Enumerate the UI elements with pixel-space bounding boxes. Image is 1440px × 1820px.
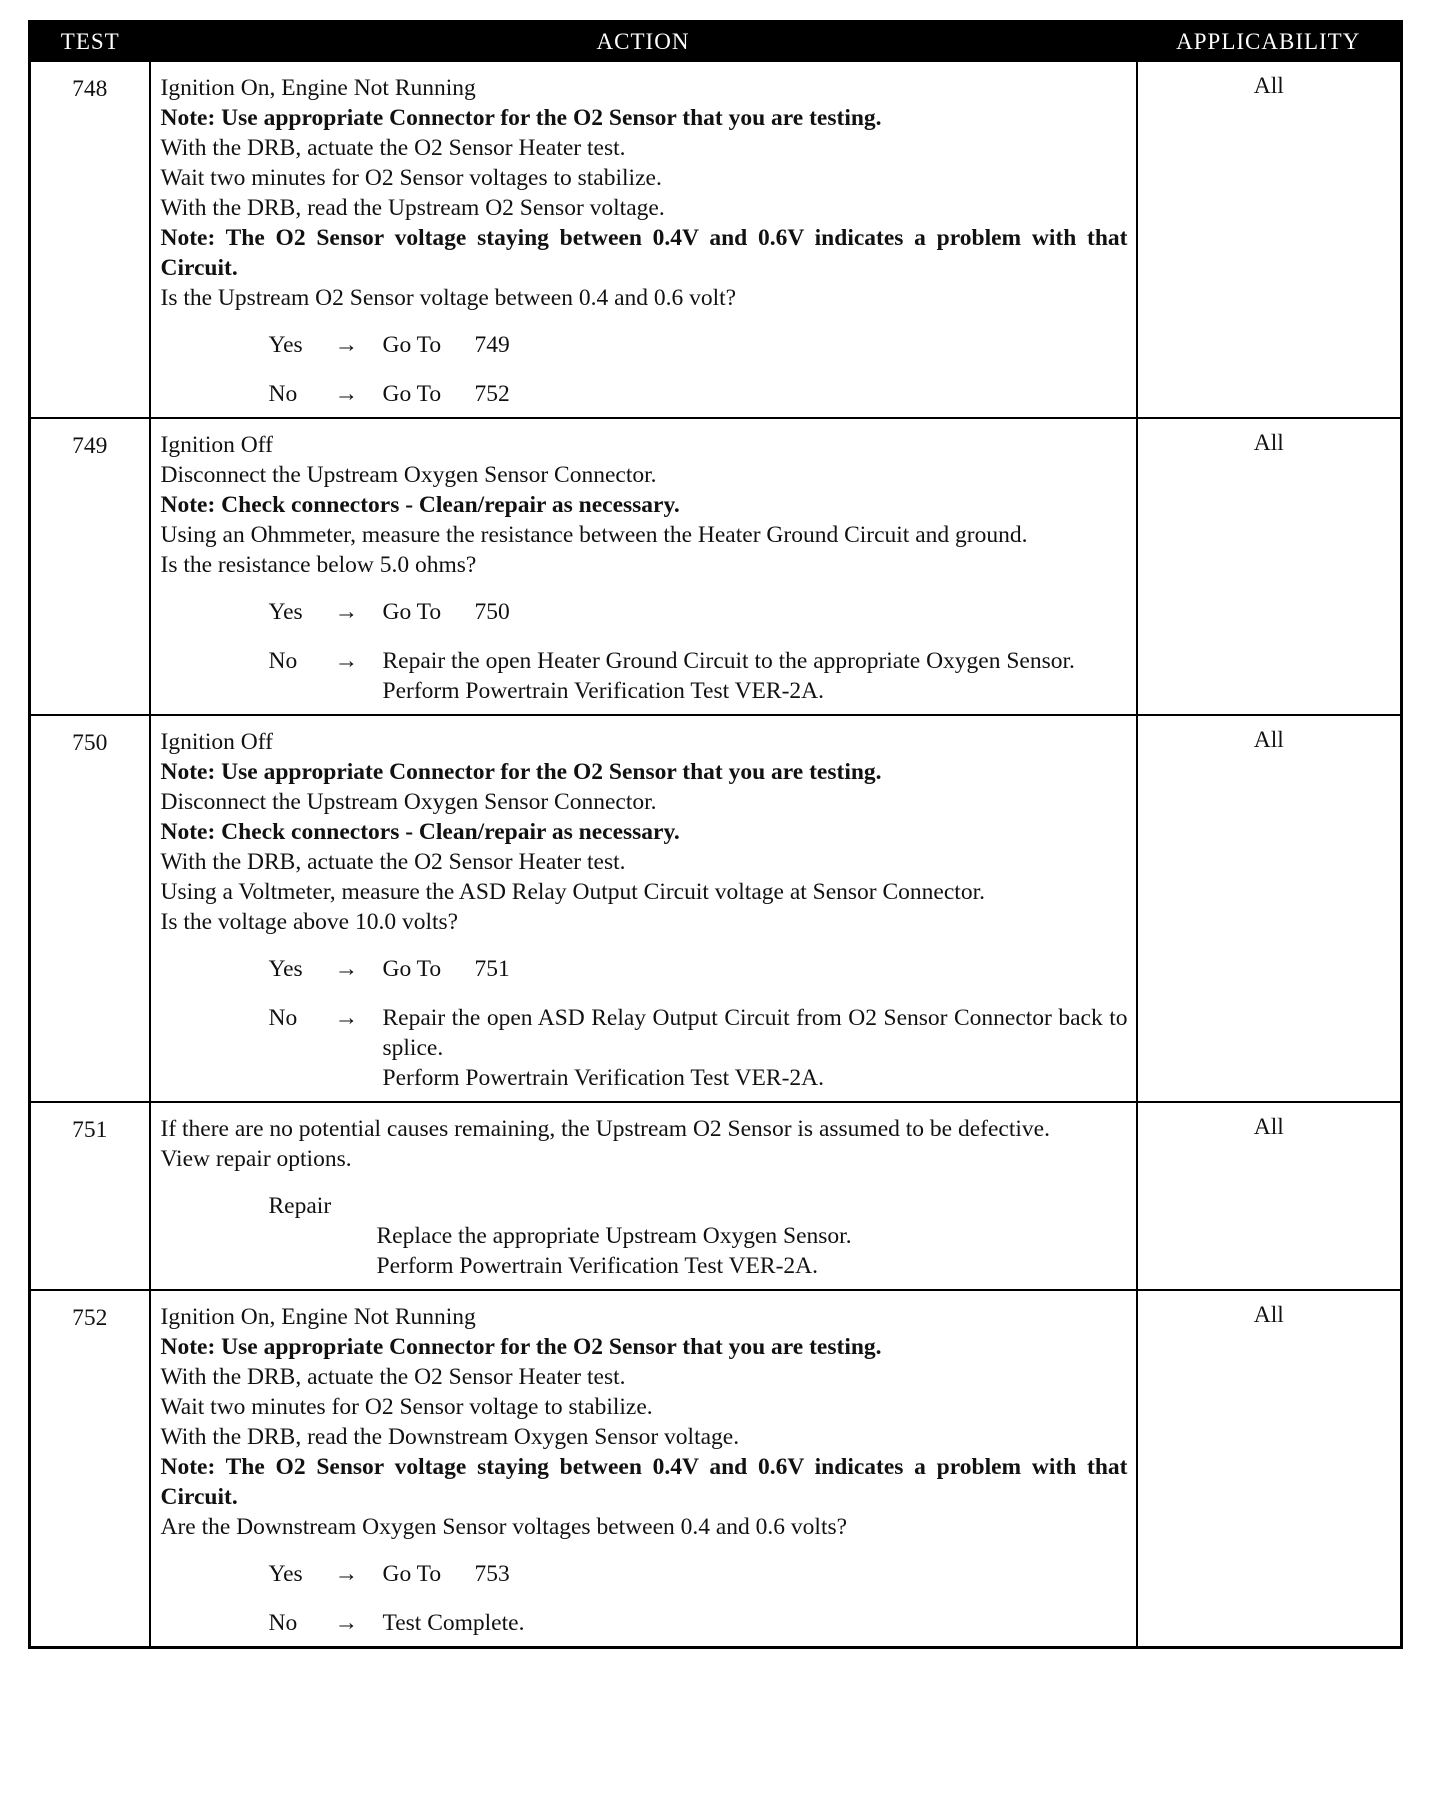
test-number: 752 (30, 1290, 150, 1648)
goto-label: Go To (382, 956, 442, 982)
test-number: 751 (30, 1102, 150, 1290)
option-label: Yes (268, 956, 303, 982)
repair-item: Perform Powertrain Verification Test VER-2A. (376, 1253, 819, 1279)
option-result (383, 646, 1128, 706)
table-row (30, 1290, 1402, 1648)
instruction-line: Ignition On, Engine Not Running (160, 1304, 476, 1330)
instruction-line: Wait two minutes for O2 Sensor voltage to stabilize. (160, 1394, 653, 1420)
repair-options (269, 1191, 1128, 1281)
goto-target: 752 (474, 381, 510, 407)
instruction-line: Using a Voltmeter, measure the ASD Relay Output Circuit voltage at Sensor Connector. (160, 879, 985, 905)
option-text: Perform Powertrain Verification Test VER-2A. (382, 1065, 825, 1091)
action-cell (150, 1102, 1137, 1290)
instruction-line: Ignition On, Engine Not Running (160, 75, 476, 101)
arrow-icon: → (334, 1561, 358, 1587)
instruction-line: Are the Downstream Oxygen Sensor voltages between 0.4 and 0.6 volts? (160, 1514, 848, 1540)
note-line: Note: Use appropriate Connector for the O2 Sensor that you are testing. (160, 759, 882, 785)
option-result (383, 330, 1128, 360)
table-row (30, 715, 1402, 1102)
goto-label: Go To (382, 1561, 442, 1587)
repair-items (377, 1221, 1128, 1281)
arrow-icon: → (334, 599, 358, 625)
note-line: Note: Use appropriate Connector for the O2 Sensor that you are testing. (160, 105, 882, 131)
test-number: 750 (30, 715, 150, 1102)
instruction-line: Ignition Off (160, 729, 273, 755)
instruction-line: Disconnect the Upstream Oxygen Sensor Connector. (160, 462, 657, 488)
instruction-line: Is the voltage above 10.0 volts? (160, 909, 459, 935)
option-label: No (268, 1005, 298, 1031)
option-label: No (268, 381, 298, 407)
table-row (30, 61, 1402, 418)
goto-label: Go To (382, 332, 442, 358)
option-no (161, 646, 1128, 706)
option-yes (161, 330, 1128, 360)
applicability-value: All (1137, 1290, 1402, 1648)
arrow-icon: → (334, 1005, 358, 1031)
applicability-value: All (1137, 61, 1402, 418)
option-result (383, 1003, 1128, 1093)
test-number: 749 (30, 418, 150, 715)
option-text: Repair the open ASD Relay Output Circuit from O2 Sensor Connector back to splice. (382, 1005, 1128, 1061)
option-label: Yes (268, 332, 303, 358)
instruction-line: Ignition Off (160, 432, 273, 458)
option-label: Yes (268, 599, 303, 625)
repair-label: Repair (268, 1193, 332, 1219)
goto-label: Go To (382, 381, 442, 407)
instruction-line: View repair options. (160, 1146, 352, 1172)
table-body (30, 61, 1402, 1648)
option-text: Repair the open Heater Ground Circuit to the appropriate Oxygen Sensor. (382, 648, 1075, 674)
instruction-line: Using an Ohmmeter, measure the resistance between the Heater Ground Circuit and ground. (160, 522, 1028, 548)
header-applicability: APPLICABILITY (1137, 22, 1402, 62)
applicability-value: All (1137, 1102, 1402, 1290)
option-result (383, 1608, 1128, 1638)
goto-target: 753 (474, 1561, 510, 1587)
option-no (161, 379, 1128, 409)
goto-target: 751 (474, 956, 510, 982)
instruction-line: With the DRB, read the Downstream Oxygen Sensor voltage. (160, 1424, 740, 1450)
instruction-line: With the DRB, actuate the O2 Sensor Heater test. (160, 1364, 626, 1390)
arrow-icon: → (334, 381, 358, 407)
instruction-line: With the DRB, actuate the O2 Sensor Heater test. (160, 135, 626, 161)
arrow-icon: → (334, 956, 358, 982)
option-text: Test Complete. (382, 1610, 525, 1636)
arrow-icon: → (334, 648, 358, 674)
action-cell (150, 1290, 1137, 1648)
option-result (383, 1559, 1128, 1589)
table-header (30, 22, 1402, 62)
instruction-line: Disconnect the Upstream Oxygen Sensor Connector. (160, 789, 657, 815)
instruction-line: Is the Upstream O2 Sensor voltage between 0.4 and 0.6 volt? (160, 285, 737, 311)
instruction-line: If there are no potential causes remaining, the Upstream O2 Sensor is assumed to be defective. (160, 1116, 1050, 1142)
option-label: No (268, 648, 298, 674)
option-text: Perform Powertrain Verification Test VER-2A. (382, 678, 825, 704)
option-result (383, 597, 1128, 627)
option-no (161, 1003, 1128, 1093)
action-cell (150, 418, 1137, 715)
option-label: No (268, 1610, 298, 1636)
note-line: Note: The O2 Sensor voltage staying between 0.4V and 0.6V indicates a problem with that Circuit. (160, 1454, 1128, 1510)
header-test: TEST (30, 22, 150, 62)
note-line: Note: Check connectors - Clean/repair as necessary. (160, 819, 680, 845)
instruction-line: With the DRB, actuate the O2 Sensor Heater test. (160, 849, 626, 875)
action-cell (150, 61, 1137, 418)
option-result (383, 379, 1128, 409)
option-no (161, 1608, 1128, 1638)
instruction-line: With the DRB, read the Upstream O2 Sensor voltage. (160, 195, 665, 221)
note-line: Note: Use appropriate Connector for the O2 Sensor that you are testing. (160, 1334, 882, 1360)
applicability-value: All (1137, 715, 1402, 1102)
option-yes (161, 954, 1128, 984)
action-cell (150, 715, 1137, 1102)
option-yes (161, 597, 1128, 627)
repair-item: Replace the appropriate Upstream Oxygen Sensor. (376, 1223, 852, 1249)
applicability-value: All (1137, 418, 1402, 715)
option-result (383, 954, 1128, 984)
option-label: Yes (268, 1561, 303, 1587)
note-line: Note: Check connectors - Clean/repair as necessary. (160, 492, 680, 518)
arrow-icon: → (334, 1610, 358, 1636)
diagnostic-test-table (28, 20, 1403, 1649)
header-action: ACTION (150, 22, 1137, 62)
instruction-line: Wait two minutes for O2 Sensor voltages to stabilize. (160, 165, 662, 191)
test-number: 748 (30, 61, 150, 418)
table-row (30, 418, 1402, 715)
note-line: Note: The O2 Sensor voltage staying between 0.4V and 0.6V indicates a problem with that Circuit. (160, 225, 1128, 281)
goto-target: 749 (474, 332, 510, 358)
goto-target: 750 (474, 599, 510, 625)
goto-label: Go To (382, 599, 442, 625)
instruction-line: Is the resistance below 5.0 ohms? (160, 552, 477, 578)
option-yes (161, 1559, 1128, 1589)
diagnostic-test-table-container (28, 20, 1400, 1649)
table-row (30, 1102, 1402, 1290)
arrow-icon: → (334, 332, 358, 358)
